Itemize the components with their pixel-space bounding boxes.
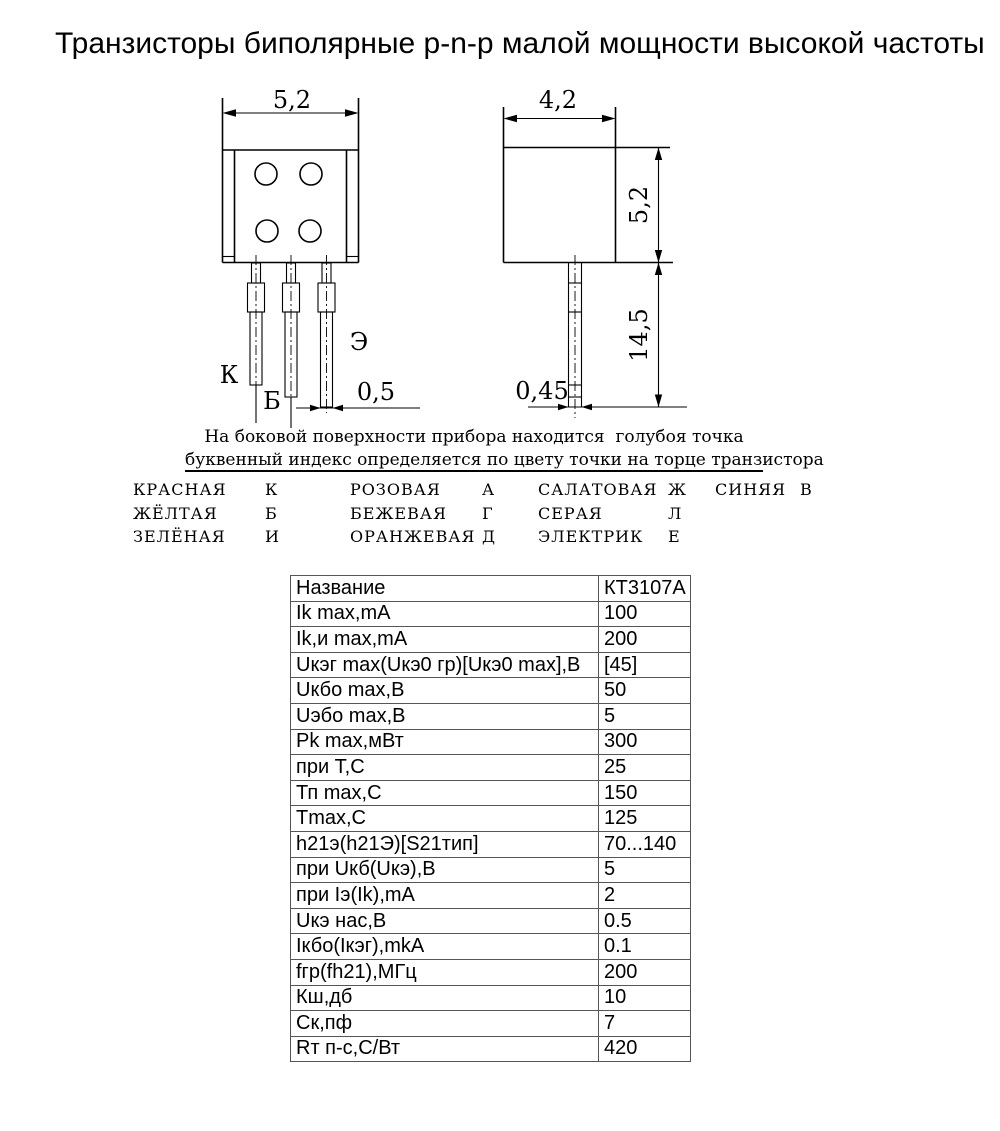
table-row [291, 1036, 691, 1062]
spec-label: Uкбо max,В [291, 678, 599, 704]
dim-arrow-left [504, 115, 518, 123]
color-letter: Е [668, 527, 681, 546]
spec-value: 70...140 [599, 831, 691, 857]
side-lead-length-dim-label: 14,5 [625, 308, 653, 362]
side-lead-thickness-dim-label: 0,45 [515, 377, 569, 405]
dim-arrow-right [602, 115, 616, 123]
color-letter: И [265, 527, 280, 546]
spec-label: Uкэ нас,В [291, 908, 599, 934]
side-width-dim-label: 4,2 [538, 86, 578, 114]
table-row [291, 831, 691, 857]
spec-label: Ск,пф [291, 1011, 599, 1037]
dim-arrow-up [655, 263, 662, 276]
table-row [291, 780, 691, 806]
spec-label: h21э(h21Э)[S21тип] [291, 831, 599, 857]
color-letter [800, 525, 845, 549]
package-drawing [0, 80, 1000, 442]
spec-value: 5 [599, 857, 691, 883]
table-row [291, 652, 691, 678]
collector-label: К [219, 361, 239, 389]
table-row [291, 934, 691, 960]
table-row [291, 985, 691, 1011]
color-name [715, 502, 800, 526]
table-row [291, 883, 691, 909]
divider-line [185, 470, 763, 472]
note-line-1: На боковой поверхности прибора находится голубоя точка [204, 427, 744, 447]
color-letter: Л [668, 503, 683, 523]
color-letter: Д [482, 527, 497, 546]
spec-value: 200 [599, 959, 691, 985]
spec-label: Pk max,мВт [291, 729, 599, 755]
spec-value: 420 [599, 1036, 691, 1062]
table-row [291, 627, 691, 653]
front-width-dim-label: 5,2 [272, 86, 312, 114]
dim-arrow-right [582, 404, 593, 410]
color-name: РОЗОВАЯ [350, 480, 441, 499]
spec-label: Tmax,C [291, 806, 599, 832]
color-letter: Б [265, 503, 278, 523]
spec-header-row [291, 576, 691, 602]
spec-value: 150 [599, 780, 691, 806]
color-code-table [133, 478, 845, 549]
dim-arrow-right [333, 405, 344, 411]
spec-value: 300 [599, 729, 691, 755]
spec-label: fгр(fh21),МГц [291, 959, 599, 985]
device-name: КТ3107А [599, 576, 691, 602]
note-line-2: буквенный индекс определяется по цвету точки на торце транзистора [185, 450, 824, 470]
spec-table [290, 575, 691, 1062]
spec-value: 200 [599, 627, 691, 653]
spec-value: 0.5 [599, 908, 691, 934]
emitter-label: Э [349, 328, 369, 356]
color-name: ЭЛЕКТРИК [538, 527, 644, 546]
color-name: ЖЁЛТАЯ [133, 503, 218, 523]
spec-value: 0.1 [599, 934, 691, 960]
spec-header-name: Название [291, 576, 599, 602]
spec-label: Кш,дб [291, 985, 599, 1011]
spec-value: 125 [599, 806, 691, 832]
dim-arrow-down [655, 395, 662, 408]
color-letter [800, 502, 845, 526]
spec-label: при T,C [291, 755, 599, 781]
spec-value: 50 [599, 678, 691, 704]
color-name: ЗЕЛЁНАЯ [133, 527, 226, 546]
note-block [185, 426, 824, 472]
hole [255, 163, 277, 185]
emitter-lead [318, 255, 335, 413]
color-name: БЕЖЕВАЯ [350, 503, 447, 523]
table-row [291, 959, 691, 985]
dim-arrow-right [345, 109, 359, 117]
dim-arrow-left [310, 405, 321, 411]
spec-label: Ik,и max,mA [291, 627, 599, 653]
color-name: СИНЯЯ [715, 480, 786, 499]
base-lead [283, 255, 300, 428]
spec-value: 7 [599, 1011, 691, 1037]
table-row [291, 908, 691, 934]
spec-label: Тп max,C [291, 780, 599, 806]
color-name: СЕРАЯ [538, 503, 603, 523]
front-view-drawing [220, 86, 420, 428]
spec-value: [45] [599, 652, 691, 678]
color-letter: А [482, 480, 496, 499]
side-lead [569, 255, 582, 418]
spec-label: Uэбо max,В [291, 703, 599, 729]
color-name: КРАСНАЯ [133, 480, 227, 499]
collector-lead [248, 255, 265, 423]
page-title: Транзисторы биполярные p-n-p малой мощности высокой частоты [55, 27, 985, 60]
table-row [291, 806, 691, 832]
color-letter: Ж [668, 480, 687, 499]
hole [256, 220, 278, 242]
front-lead-width-dim-label: 0,5 [356, 378, 396, 406]
spec-label: Iкбо(Iкэг),mkA [291, 934, 599, 960]
spec-label: при Uкб(Uкэ),В [291, 857, 599, 883]
spec-value: 100 [599, 601, 691, 627]
hole [299, 220, 321, 242]
spec-value: 10 [599, 985, 691, 1011]
color-letter: К [265, 480, 279, 499]
color-letter: Г [482, 503, 494, 523]
hole [300, 163, 322, 185]
color-letter: В [800, 480, 813, 499]
dim-arrow-up [655, 148, 662, 161]
color-name [715, 525, 800, 549]
color-name: САЛАТОВАЯ [538, 480, 658, 499]
side-body-height-dim-label: 5,2 [625, 185, 653, 225]
table-row [291, 729, 691, 755]
spec-value: 2 [599, 883, 691, 909]
table-row [291, 857, 691, 883]
spec-label: Rт п-с,С/Вт [291, 1036, 599, 1062]
dim-arrow-left [223, 109, 237, 117]
table-row [291, 601, 691, 627]
table-row [291, 755, 691, 781]
side-view-drawing [504, 86, 688, 418]
spec-label: Ik max,mA [291, 601, 599, 627]
spec-label: Uкэг max(Uкэ0 гр)[Uкэ0 max],В [291, 652, 599, 678]
table-row [291, 678, 691, 704]
base-label: Б [263, 387, 281, 415]
color-name: ОРАНЖЕВАЯ [350, 527, 476, 546]
spec-value: 5 [599, 703, 691, 729]
spec-label: при Iэ(Ik),mA [291, 883, 599, 909]
table-row [291, 1011, 691, 1037]
dim-arrow-down [655, 250, 662, 263]
table-row [291, 703, 691, 729]
spec-value: 25 [599, 755, 691, 781]
